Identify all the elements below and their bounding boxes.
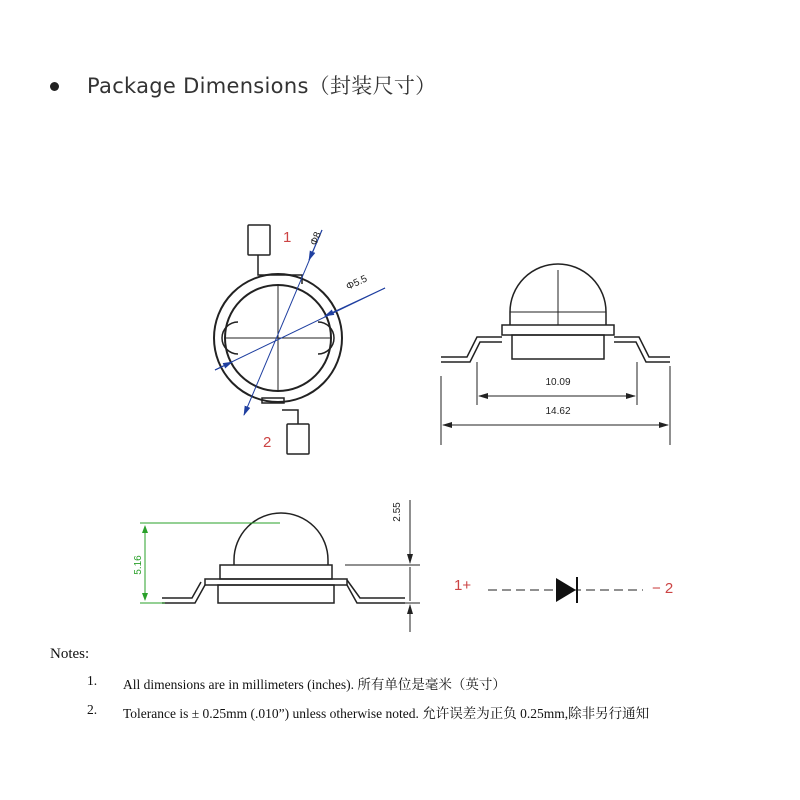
profile-view [162, 513, 405, 603]
dia-inner-label: Φ5.5 [344, 273, 370, 293]
height-dome-label: 2.55 [392, 502, 403, 522]
note-number: 2. [87, 702, 98, 717]
note-item [50, 673, 649, 693]
dim-outer-label: 14.62 [545, 406, 571, 417]
terminal-lower-lead [282, 410, 298, 424]
profile-body [218, 585, 334, 603]
height-total-label: 5.16 [133, 555, 144, 575]
note-number: 1. [87, 673, 98, 688]
note-item [50, 702, 649, 722]
notes-section [50, 646, 649, 731]
terminal-lower [287, 424, 309, 454]
diode-symbol [488, 577, 643, 603]
pin2-label: 2 [263, 434, 272, 451]
dia-outer-label: Φ8 [308, 230, 324, 248]
profile-height-dimension [140, 523, 280, 603]
note-text: Tolerance is ± 0.25mm (.010”) unless otherwise noted. 允许误差为正负 0.25mm,除非另行通知 [123, 706, 650, 721]
side-view [441, 264, 670, 362]
terminal-upper [248, 225, 270, 255]
diode-triangle [556, 578, 576, 602]
note-text: All dimensions are in millimeters (inches). 所有单位是毫米（英寸） [123, 677, 506, 692]
cathode-label: − 2 [652, 580, 674, 597]
anode-label: 1+ [454, 577, 472, 594]
heading-text: Package Dimensions（封装尺寸） [87, 74, 437, 98]
notes-title: Notes: [50, 646, 90, 662]
terminal-upper-lead [258, 255, 302, 284]
side-body [512, 335, 604, 359]
profile-flange [220, 565, 332, 579]
profile-dome [234, 513, 328, 565]
side-lead-left [441, 342, 502, 362]
profile-dome-dimension [345, 500, 420, 632]
side-flange [502, 325, 614, 335]
profile-lead-right [347, 585, 405, 603]
pin1-label: 1 [283, 229, 292, 246]
dim-inner-label: 10.09 [545, 377, 571, 388]
side-lead-right [614, 342, 670, 362]
side-view-dimensions [441, 362, 670, 445]
